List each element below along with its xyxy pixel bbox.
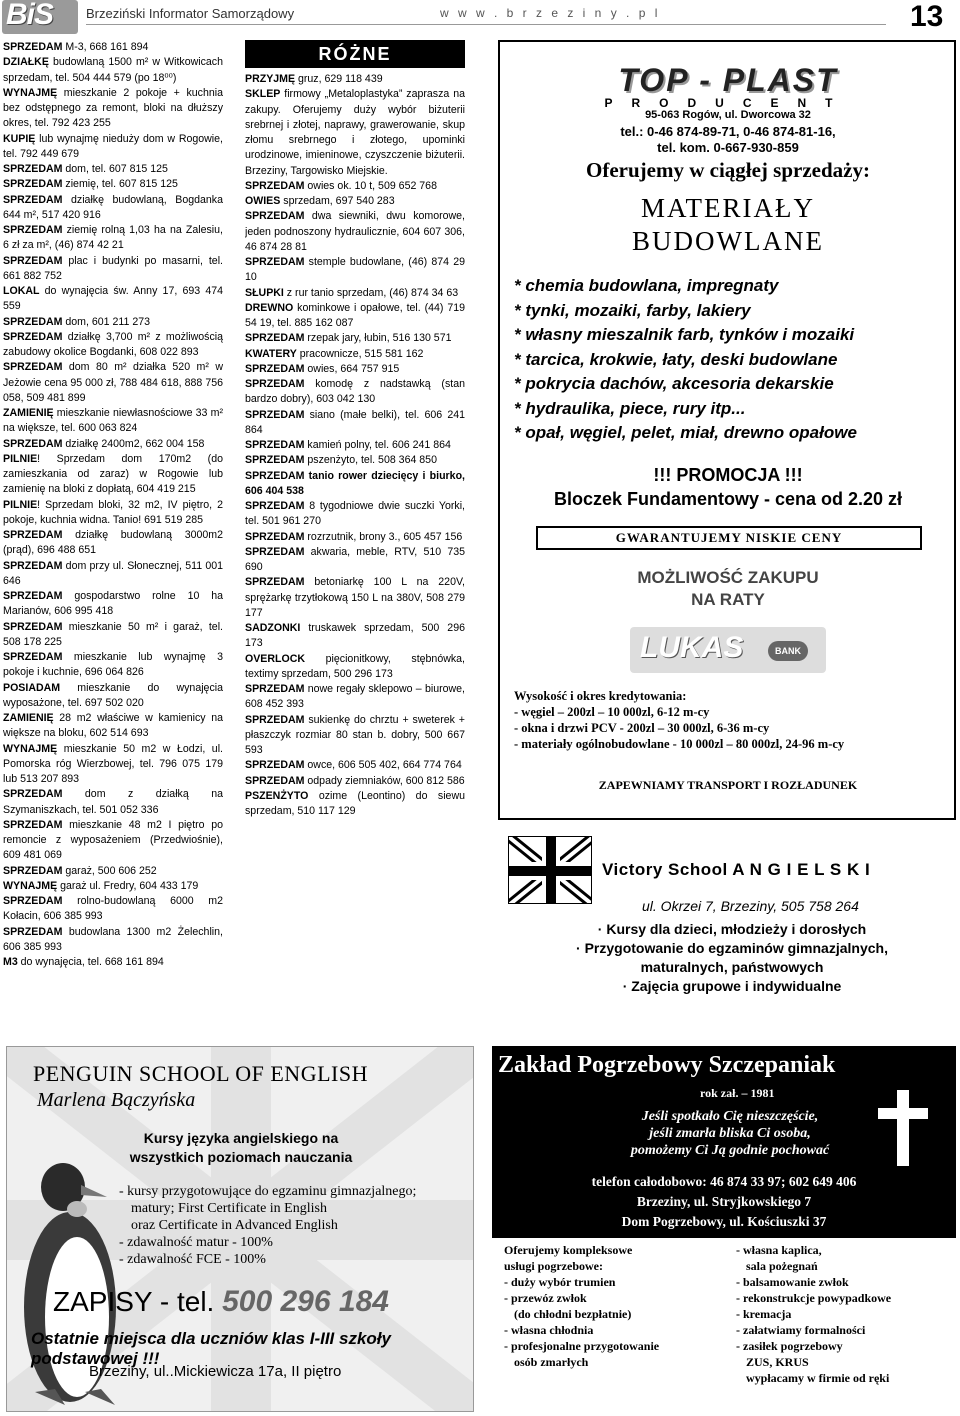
classified-text: mieszkanie do wynajęcia wyposażone, tel. 697 502 020 xyxy=(3,681,223,709)
classified-ad xyxy=(3,711,223,742)
classified-ad xyxy=(3,254,223,285)
classified-ad xyxy=(3,315,223,330)
classified-text: akwaria, meble, RTV, 510 735 690 xyxy=(245,545,465,573)
classified-ad xyxy=(3,132,223,163)
classified-ad xyxy=(3,452,223,498)
classified-ad xyxy=(3,498,223,529)
victory-course-list xyxy=(508,920,956,996)
service-item: - balsamowanie zwłok xyxy=(736,1275,849,1289)
classified-keyword: SPRZEDAM xyxy=(3,864,63,877)
classified-ad xyxy=(3,955,223,970)
quote-line: jeśli zmarła bliska Ci osoba, xyxy=(649,1126,811,1141)
classified-text: rzepak jary, łubin, 516 130 571 xyxy=(304,332,452,345)
funeral-services-left xyxy=(504,1242,734,1370)
classified-text: działkę budowlaną, Bogdanka 644 m², 517 420 916 xyxy=(3,193,223,221)
classified-keyword: WYNAJMĘ xyxy=(3,742,58,755)
credit-heading: Wysokość i okres kredytowania: xyxy=(514,689,687,703)
product-item: * tynki, mozaiki, farby, lakiery xyxy=(514,300,751,320)
classified-text: pracownicze, 515 581 162 xyxy=(296,347,424,360)
classified-ad xyxy=(245,469,465,500)
header-divider xyxy=(86,24,886,25)
classified-text: dom przy ul. Słonecznej, 511 001 646 xyxy=(3,559,223,587)
classified-ad xyxy=(245,713,465,759)
service-item: - załatwiamy formalności xyxy=(736,1323,866,1337)
classified-ad xyxy=(3,742,223,788)
classified-ad xyxy=(245,789,465,820)
classified-text: owies ok. 10 t, 509 652 768 xyxy=(304,179,437,192)
bank-badge: BANK xyxy=(768,641,808,661)
product-item: * własny mieszalnik farb, tynków i mozaiki xyxy=(514,325,855,344)
classified-text: 8 tygodniowe dwie suczki Yorki, tel. 501 961 270 xyxy=(245,500,465,528)
offer-heading: Oferujemy w ciągłej sprzedaży: xyxy=(586,158,870,182)
classified-ad xyxy=(3,879,223,894)
classified-ad xyxy=(3,589,223,620)
classified-ad xyxy=(3,528,223,559)
classified-keyword: SPRZEDAM xyxy=(245,210,305,223)
classified-keyword: SPRZEDAM xyxy=(245,408,305,421)
funeral-phone: telefon całodobowo: 46 874 33 97; 602 649 406 xyxy=(591,1174,857,1189)
publication-title: Brzeziński Informator Samorządowy xyxy=(86,6,295,21)
classified-ad xyxy=(245,209,465,255)
classified-keyword: SPRZEDAM xyxy=(245,256,305,268)
page-number: 13 xyxy=(910,0,944,33)
classified-text: ozime (Leontino) do siewu sprzedam, 510 117 129 xyxy=(245,789,465,817)
product-item: * hydraulika, piece, rury itp... xyxy=(514,398,746,418)
promotion-price: Bloczek Fundamentowy - cena od 2.20 zł xyxy=(553,489,903,509)
service-item: - przewóz zwłok xyxy=(504,1291,587,1305)
bis-logo-text: BiS xyxy=(6,0,54,31)
classified-keyword: SPRZEDAM xyxy=(245,530,305,543)
budowlane-line: BUDOWLANE xyxy=(632,226,824,256)
classified-keyword: KWATERY xyxy=(245,347,297,360)
victory-school-title: Victory School A N G I E L S K I xyxy=(602,860,871,879)
product-item: * chemia budowlana, impregnaty xyxy=(514,276,779,295)
funeral-home-advertisement xyxy=(492,1046,956,1412)
classified-ad xyxy=(245,774,465,789)
classified-text: dom, tel. 607 815 125 xyxy=(62,163,168,175)
service-item: - profesjonalne przygotowanie xyxy=(504,1339,660,1353)
classified-ad xyxy=(245,545,465,576)
classified-text: 28 m2 właściwe w kamienicy na większe na bloku, 602 514 693 xyxy=(3,712,223,740)
classified-text: budowlaną 1500 m² w Witkowicach sprzedam, tel. 504 444 579 (po 18⁰⁰) xyxy=(3,56,223,84)
classified-text: dwa siewniki, dwu komorowe, jeden podnoszony hydraulicznie, 604 607 306, 46 874 28 81 xyxy=(245,210,465,253)
classified-keyword: SPRZEDAM xyxy=(3,361,63,374)
classified-text: plac i budynki po masarni, tel. 661 882 752 xyxy=(3,254,223,282)
funeral-address: Brzeziny, ul. Stryjkowskiego 7 xyxy=(636,1194,812,1209)
classified-ad xyxy=(3,864,223,879)
classified-text: owies, 664 757 915 xyxy=(304,362,400,375)
funeral-quote xyxy=(622,1108,838,1159)
credit-item: - okna i drzwi PCV - 200zl – 30 000zl, 6-36 m-cy xyxy=(514,721,770,735)
classified-ad xyxy=(245,652,465,683)
credit-terms xyxy=(514,688,950,752)
section-heading-rozne: RÓŻNE xyxy=(245,40,465,68)
classified-keyword: SPRZEDAM xyxy=(3,590,63,602)
classified-keyword: OVERLOCK xyxy=(245,652,306,665)
classified-keyword: POSIADAM xyxy=(3,681,61,694)
classified-ad xyxy=(245,87,465,179)
classified-keyword: SPRZEDAM xyxy=(245,545,305,558)
classified-text: ! Sprzedam dom 170m2 (do zamieszkania od zaraz) w Rogowie lub zamienię na bloki z dopłatą, 604 419 215 xyxy=(3,452,223,496)
classified-text: owce, 606 505 402, 664 774 764 xyxy=(304,759,462,772)
classified-ad xyxy=(245,621,465,652)
classified-keyword: SPRZEDAM xyxy=(245,774,305,787)
classified-ad xyxy=(245,286,465,301)
installments-line-1: MOŻLIWOŚĆ ZAKUPU xyxy=(637,568,819,587)
classified-keyword: SPRZEDAM xyxy=(3,529,63,541)
classified-text: garaż, 500 606 252 xyxy=(62,864,157,877)
classified-text: mieszkanie 50 m² i garaż, tel. 508 178 225 xyxy=(3,620,223,648)
classified-text: mieszkanie 48 m2 I piętro po remoncie z wyposażeniem (Przedwiośnie), 609 481 069 xyxy=(3,818,223,862)
bis-logo[interactable] xyxy=(2,0,78,34)
classified-ad xyxy=(3,620,223,651)
classified-keyword: SPRZEDAM xyxy=(3,163,63,175)
classified-text: ! Sprzedam bloki, 32 m2, IV piętro, 2 pokoje, kuchnia widna. Tanio! 691 519 285 xyxy=(3,498,223,526)
penguin-school-title: PENGUIN SCHOOL OF ENGLISH xyxy=(33,1061,368,1086)
classified-ad xyxy=(3,559,223,590)
classified-keyword: SKLEP xyxy=(245,88,281,101)
classified-ad xyxy=(3,894,223,925)
classified-text: dom z działką na Szymaniszkach, tel. 501 052 336 xyxy=(3,788,223,816)
product-item: * pokrycia dachów, akcesoria dekarskie xyxy=(514,374,834,393)
classified-ad xyxy=(3,818,223,864)
classified-keyword: OWIES xyxy=(245,195,281,207)
cross-icon xyxy=(878,1090,928,1166)
classified-keyword: SPRZEDAM xyxy=(3,788,63,801)
promotion-block xyxy=(510,463,946,511)
classified-text: ziemię, tel. 607 815 125 xyxy=(62,178,178,191)
classified-keyword: SPRZEDAM xyxy=(245,179,305,192)
classified-keyword: SPRZEDAM xyxy=(3,254,63,267)
classified-keyword: SPRZEDAM xyxy=(3,330,63,343)
product-item: * opał, węgiel, pelet, miał, drewno opałowe xyxy=(514,423,857,442)
low-prices-banner: GWARANTUJEMY NISKIE CENY xyxy=(536,526,922,550)
classified-keyword: SPRZEDAM xyxy=(245,439,305,451)
classified-text: pięcionitkowy, stębnówka, textimy sprzedam, 500 296 173 xyxy=(245,652,465,680)
classified-ad xyxy=(245,301,465,332)
classified-keyword: M3 xyxy=(3,956,18,968)
classified-keyword: SPRZEDAM xyxy=(3,193,63,206)
funeral-contact xyxy=(492,1172,956,1232)
classified-text: z rur tanio sprzedam, (46) 874 34 63 xyxy=(283,286,459,299)
service-item: osób zmarłych xyxy=(514,1355,589,1369)
classified-text: komodę z nadstawką (stan bardzo dobry), 603 042 130 xyxy=(245,378,465,406)
service-item: - duży wybór trumien xyxy=(504,1275,616,1289)
classified-ad xyxy=(3,925,223,956)
classified-keyword: PILNIE xyxy=(3,498,38,511)
classified-keyword: SPRZEDAM xyxy=(3,895,63,907)
classified-keyword: SPRZEDAM xyxy=(3,620,63,633)
classified-keyword: WYNAJMĘ xyxy=(3,86,58,99)
classifieds-column-property xyxy=(3,40,223,1030)
site-url-link[interactable]: w w w . b r z e z i n y . p l xyxy=(440,6,661,20)
service-item: sala pożegnań xyxy=(746,1259,818,1273)
classified-keyword: WYNAJMĘ xyxy=(3,879,58,892)
classified-keyword: SPRZEDAM xyxy=(3,178,63,191)
classified-keyword: SADZONKI xyxy=(245,622,301,634)
penguin-address: Brzeziny, ul..Mickiewicza 17a, II piętro xyxy=(89,1363,342,1380)
classified-keyword: ZAMIENIĘ xyxy=(3,407,54,419)
classified-keyword: SPRZEDAM xyxy=(3,437,63,450)
funeral-header-box xyxy=(492,1046,956,1238)
classified-text: sprzedam, 697 540 283 xyxy=(280,195,395,207)
service-item: - zasiłek pogrzebowy xyxy=(736,1339,843,1353)
service-item: (do chłodni bezpłatnie) xyxy=(514,1307,632,1321)
classified-ad xyxy=(245,499,465,530)
classified-text: nowe regały sklepowo – biurowe, 608 452 393 xyxy=(245,683,465,711)
classified-text: betoniarkę 100 L na 220V, sprężarkę trzytłokową 150 L na 380V, 508 279 177 xyxy=(245,576,465,619)
course-item: oraz Certificate in Advanced English xyxy=(131,1218,338,1233)
classified-ad xyxy=(245,255,465,286)
funeral-house-address: Dom Pogrzebowy, ul. Kościuszki 37 xyxy=(621,1214,827,1229)
classified-keyword: SŁUPKI xyxy=(245,286,284,299)
materialy-line: MATERIAŁY xyxy=(641,193,815,223)
top-plast-mobile: tel. kom. 0-667-930-859 xyxy=(657,140,799,155)
classified-ad xyxy=(3,40,223,55)
course-item: · Kursy dla dzieci, młodzieży i dorosłych xyxy=(597,921,867,937)
classified-text: mieszkanie 50 m2 w Łodzi, ul. Pomorska róg Wierzbowej, tel. 796 075 179 lub 513 207 893 xyxy=(3,742,223,785)
quote-line: pomożemy Ci Ją godnie pochować xyxy=(630,1143,830,1158)
classified-keyword: SPRZEDAM xyxy=(3,559,63,572)
classified-text: działkę 2400m2, 662 004 158 xyxy=(62,437,205,450)
product-item: * tarcica, krokwie, łaty, deski budowlane xyxy=(514,349,838,369)
service-item: - kremacja xyxy=(736,1307,792,1321)
classified-ad xyxy=(245,72,465,87)
funeral-home-title: Zakład Pogrzebowy Szczepaniak xyxy=(498,1052,836,1078)
classified-ad xyxy=(245,377,465,408)
top-plast-phones xyxy=(510,124,946,156)
service-item: - własna kaplica, xyxy=(736,1243,822,1257)
service-item: Oferujemy kompleksowe xyxy=(504,1243,633,1257)
courses-line-1: Kursy języka angielskiego na xyxy=(143,1130,339,1146)
classified-ad xyxy=(3,360,223,406)
classified-text: dom, 601 211 273 xyxy=(62,315,151,328)
classified-ad xyxy=(245,362,465,377)
lukas-bank-logo xyxy=(630,627,826,673)
classified-text: mieszkanie niewłasnościowe 33 m² na większe, tel. 600 063 824 xyxy=(3,407,223,435)
classified-keyword: KUPIĘ xyxy=(3,132,36,145)
classified-text: budowlana 1300 m2 Żelechlin, 606 385 993 xyxy=(3,925,223,953)
credit-item: - materiały ogólnobudowlane - 10 000zl – 80 000zl, 24-96 m-cy xyxy=(514,737,845,751)
classified-ad xyxy=(3,787,223,818)
classified-keyword: SPRZEDAM xyxy=(245,332,305,345)
course-item: - zdawalność FCE - 100% xyxy=(119,1252,266,1267)
classified-keyword: SPRZEDAM xyxy=(245,378,305,390)
classified-text: mieszkanie lub wynajmę 3 pokoje i kuchnie, 696 064 826 xyxy=(3,651,223,679)
classified-ad xyxy=(3,650,223,681)
course-item: · Zajęcia grupowe i indywidualne xyxy=(622,978,842,994)
classified-keyword: SPRZEDAM xyxy=(245,362,305,375)
classified-ad xyxy=(3,330,223,361)
classified-text: truskawek sprzedam, 500 296 173 xyxy=(245,622,465,650)
service-item: ZUS, KRUS xyxy=(746,1355,809,1369)
classified-ad xyxy=(3,223,223,254)
classified-ad xyxy=(245,438,465,453)
uk-flag-icon xyxy=(508,836,592,904)
classified-keyword: SPRZEDAM xyxy=(3,315,63,328)
classified-keyword: DREWNO xyxy=(245,301,294,314)
classified-ad xyxy=(3,284,223,315)
classified-ad xyxy=(245,682,465,713)
classified-text: rolno-budowlaną 6000 m2 Kołacin, 606 385 993 xyxy=(3,895,223,923)
classified-ad xyxy=(3,162,223,177)
classified-text: gruz, 629 118 439 xyxy=(295,73,383,85)
classified-keyword: SPRZEDAM xyxy=(245,454,305,467)
classifieds-column-misc xyxy=(245,72,465,952)
classified-ad xyxy=(3,177,223,192)
victory-school-advertisement xyxy=(498,832,956,1032)
producent-label: PRODUCENT xyxy=(604,96,852,110)
quote-line: Jeśli spotkało Cię nieszczęście, xyxy=(641,1109,819,1124)
classified-text: tanio rower dziecięcy i biurko, 606 404 538 xyxy=(245,469,465,497)
classified-text: garaż ul. Fredry, 604 433 179 xyxy=(57,879,199,892)
classified-keyword: SPRZEDAM xyxy=(245,469,305,482)
classified-keyword: SPRZEDAM xyxy=(245,576,305,589)
classified-ad xyxy=(245,331,465,346)
classified-ad xyxy=(245,453,465,468)
classified-keyword: SPRZEDAM xyxy=(3,925,63,938)
building-materials-heading xyxy=(510,192,946,258)
installments-line-2: NA RATY xyxy=(691,590,765,609)
classified-text: stemple budowlane, (46) 874 29 10 xyxy=(245,256,465,284)
classified-keyword: PILNIE xyxy=(3,452,38,465)
classified-text: działkę 3,700 m² z możliwością zabudowy okolice Bogdanki, 608 022 893 xyxy=(3,330,223,358)
funeral-services-right xyxy=(736,1242,956,1386)
last-places-note: Ostatnie miejsca dla uczniów klas I-III szkoły podstawowej !!! xyxy=(31,1329,391,1368)
classified-ad xyxy=(3,193,223,224)
classified-text: firmowy „Metaloplastyka” zaprasza na zakupy. Oferujemy duży wybór biżuterii srebrnej i złotej, naprawy, grawerowanie, skup złomu srebrnego i złotego, upominki urodzinowe, imieninowe, czyszczenie biżuterii. Brzeziny, Targowisko Miejskie. xyxy=(245,88,465,177)
classified-keyword: SPRZEDAM xyxy=(245,713,305,726)
enrollment-label: ZAPISY - tel. xyxy=(53,1286,215,1317)
top-plast-logo: TOP - PLAST xyxy=(618,62,838,98)
classified-ad xyxy=(3,55,223,86)
classified-text: działkę budowlaną 3000m2 (prąd), 696 488 651 xyxy=(3,529,223,557)
service-item: - rekonstrukcje powypadkowe xyxy=(736,1291,892,1305)
classified-ad xyxy=(3,406,223,437)
classified-keyword: SPRZEDAM xyxy=(3,818,63,831)
classified-text: do wynajęcia, tel. 668 161 894 xyxy=(17,956,164,968)
transport-note: ZAPEWNIAMY TRANSPORT I ROZŁADUNEK xyxy=(598,778,858,792)
classified-keyword: SPRZEDAM xyxy=(3,651,63,663)
classified-ad xyxy=(245,758,465,773)
service-item: usługi pogrzebowe: xyxy=(504,1259,603,1273)
classified-keyword: ZAMIENIĘ xyxy=(3,712,54,724)
classified-text: M-3, 668 161 894 xyxy=(62,41,149,53)
promotion-label: !!! PROMOCJA !!! xyxy=(653,465,803,485)
classified-text: do wynajęcia św. Anny 17, 693 474 559 xyxy=(3,285,223,313)
classified-keyword: SPRZEDAM xyxy=(3,41,63,53)
classified-keyword: DZIAŁKĘ xyxy=(3,56,49,69)
course-item: - kursy przygotowujące do egzaminu gimnazjalnego; xyxy=(119,1184,417,1199)
service-item: wypłacamy w firmie od ręki xyxy=(746,1371,890,1385)
installments-block xyxy=(510,567,946,611)
classified-text: odpady ziemniaków, 600 812 586 xyxy=(304,774,465,787)
classified-ad xyxy=(3,86,223,132)
classified-keyword: SPRZEDAM xyxy=(245,683,305,695)
classified-keyword: SPRZEDAM xyxy=(3,224,63,236)
classified-ad xyxy=(3,681,223,712)
classified-text: gospodarstwo rolne 10 ha Marianów, 606 995 418 xyxy=(3,590,223,618)
classified-text: pszenżyto, tel. 508 364 850 xyxy=(304,454,437,467)
classified-ad xyxy=(245,408,465,439)
classified-text: mieszkanie 2 pokoje + kuchnia bez odstępnego za remont, bloki na dłuższy okres, tel. 792 423 255 xyxy=(3,86,223,130)
course-item: · Przygotowanie do egzaminów gimnazjalnych, xyxy=(576,940,888,956)
enrollment-phone: 500 296 184 xyxy=(222,1285,389,1318)
classified-text: sukienkę do chrztu + sweterek + płaszczyk rozmiar 80 stan b. dobry, 500 667 593 xyxy=(245,713,465,756)
classified-text: siano (małe belki), tel. 606 241 864 xyxy=(245,408,465,436)
classified-ad xyxy=(245,530,465,545)
penguin-school-advertisement xyxy=(6,1046,474,1412)
classified-ad xyxy=(245,575,465,621)
service-item: - własna chłodnia xyxy=(504,1323,594,1337)
founded-year: rok zał. – 1981 xyxy=(700,1086,775,1100)
classified-ad xyxy=(245,347,465,362)
classified-text: kominkowe i opałowe, tel. (44) 719 54 19, tel. 885 162 087 xyxy=(245,301,465,329)
course-item: matury; First Certificate in English xyxy=(131,1201,327,1216)
classified-text: ziemię rolną 1,03 ha na Zalesiu, 6 zł za m², (46) 874 42 21 xyxy=(3,224,223,252)
classified-ad xyxy=(245,194,465,209)
classified-text: lub wynajmę nieduży dom w Rogowie, tel. 792 449 679 xyxy=(3,132,223,160)
product-list xyxy=(514,274,950,446)
teacher-name: Marlena Bączyńska xyxy=(37,1089,196,1111)
penguin-course-list xyxy=(119,1183,474,1268)
classified-ad xyxy=(245,179,465,194)
classified-keyword: SPRZEDAM xyxy=(245,500,305,512)
courses-line-2: wszystkich poziomach nauczania xyxy=(129,1149,353,1165)
course-item: - zdawalność matur - 100% xyxy=(119,1235,273,1250)
classified-ad xyxy=(3,437,223,452)
page-header xyxy=(0,0,960,32)
classified-keyword: PSZENŻYTO xyxy=(245,789,309,802)
classified-keyword: PRZYJMĘ xyxy=(245,73,296,85)
courses-heading xyxy=(67,1129,415,1167)
classified-keyword: LOKAL xyxy=(3,285,40,297)
classified-text: dom 80 m² działka 520 m² w Jeżowie cena 95 000 zł, 788 484 618, 888 756 058, 509 481 899 xyxy=(3,361,223,404)
lukas-logo-text: LUKAS xyxy=(640,631,744,664)
top-plast-advertisement xyxy=(498,40,956,820)
course-item: maturalnych, państwowych xyxy=(640,959,824,975)
top-plast-address: 95-063 Rogów, ul. Dworcowa 32 xyxy=(645,109,811,121)
top-plast-tel: tel.: 0-46 874-89-71, 0-46 874-81-16, xyxy=(620,124,836,139)
classified-text: rozrzutnik, brony 3., 605 457 156 xyxy=(304,530,463,543)
credit-item: - węgiel – 200zl – 10 000zl, 6-12 m-cy xyxy=(514,705,710,719)
enrollment-line xyxy=(53,1285,389,1319)
classified-keyword: SPRZEDAM xyxy=(245,759,305,772)
victory-school-address: ul. Okrzei 7, Brzeziny, 505 758 264 xyxy=(642,898,859,914)
classified-text: kamień polny, tel. 606 241 864 xyxy=(304,439,451,451)
